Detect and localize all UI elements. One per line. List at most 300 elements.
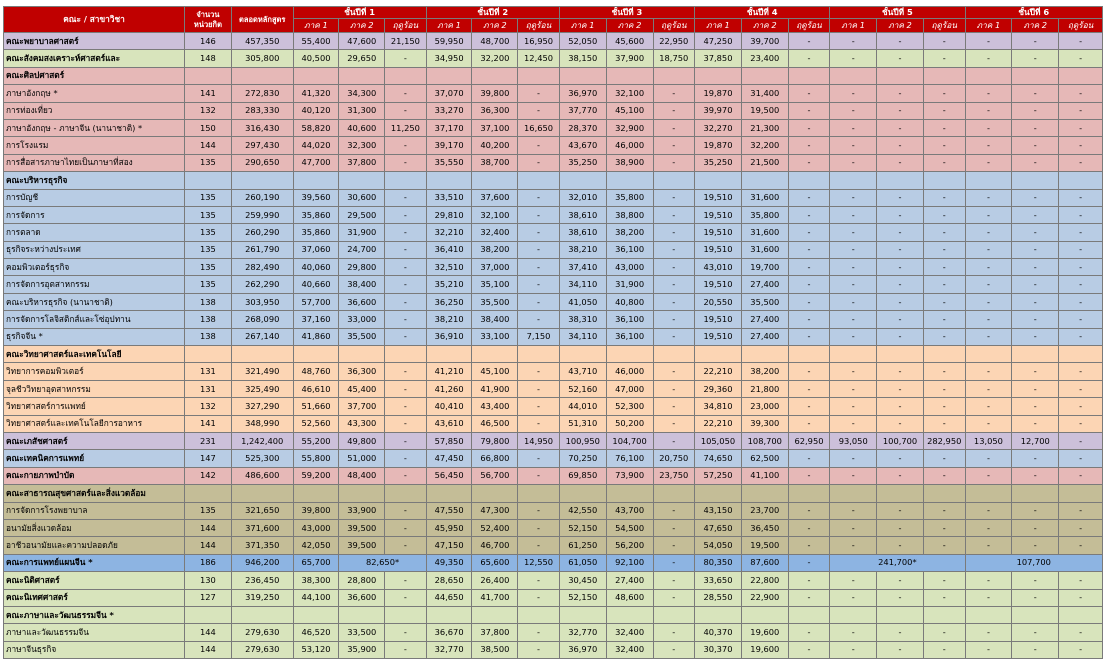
fee-cell: 35,860 (293, 224, 339, 241)
fee-cell: - (965, 224, 1012, 241)
empty-cell (472, 485, 518, 502)
empty-cell (426, 606, 472, 623)
fee-cell: 47,700 (293, 154, 339, 171)
fee-cell: - (877, 276, 924, 293)
fee-cell: 39,560 (293, 189, 339, 206)
empty-cell (788, 485, 830, 502)
fee-cell: - (1059, 50, 1103, 67)
fee-cell: 33,650 (695, 572, 742, 589)
fee-cell: 42,550 (559, 502, 606, 519)
fee-cell: - (1012, 137, 1059, 154)
fee-cell: 46,000 (606, 137, 653, 154)
fee-cell: 41,700 (472, 589, 518, 606)
fee-cell: 37,000 (472, 259, 518, 276)
empty-cell (293, 485, 339, 502)
fee-cell: - (830, 224, 877, 241)
fee-cell: 39,300 (741, 415, 788, 432)
fee-cell: 24,700 (339, 241, 385, 258)
credits-cell: 141 (185, 415, 232, 432)
fee-cell: 32,400 (606, 624, 653, 641)
fee-cell: 27,400 (741, 311, 788, 328)
empty-cell (231, 67, 293, 84)
fee-cell: - (653, 589, 695, 606)
fee-cell: - (965, 119, 1012, 136)
fee-cell: 22,900 (741, 589, 788, 606)
empty-cell (293, 346, 339, 363)
fee-cell: - (788, 50, 830, 67)
fee-cell: - (653, 502, 695, 519)
credits-cell: 135 (185, 189, 232, 206)
empty-cell (923, 172, 965, 189)
fee-cell: - (830, 572, 877, 589)
fee-cell: - (830, 450, 877, 467)
fee-cell: - (830, 137, 877, 154)
program-name: คณะนิเทศศาสตร์ (4, 589, 185, 606)
fee-cell: - (385, 502, 427, 519)
credits-cell: 231 (185, 432, 232, 449)
fee-cell: 23,750 (653, 467, 695, 484)
empty-cell (559, 346, 606, 363)
table-row (4, 398, 1103, 415)
fee-cell: - (518, 224, 560, 241)
fee-cell: - (518, 537, 560, 554)
fee-cell: - (653, 154, 695, 171)
fee-cell: 46,000 (606, 363, 653, 380)
credits-cell: 146 (185, 33, 232, 50)
fee-cell: - (877, 293, 924, 310)
total-cell: 321,650 (231, 502, 293, 519)
fee-cell: 51,660 (293, 398, 339, 415)
fee-cell: - (965, 467, 1012, 484)
fee-cell: 43,010 (695, 259, 742, 276)
table-row (4, 224, 1103, 241)
empty-cell (472, 346, 518, 363)
fee-cell: - (788, 467, 830, 484)
fee-cell: - (788, 328, 830, 345)
fee-cell: 108,700 (741, 432, 788, 449)
fee-cell: 35,500 (741, 293, 788, 310)
fee-cell: - (788, 85, 830, 102)
fee-cell: 55,400 (293, 33, 339, 50)
fee-cell: - (385, 311, 427, 328)
table-row (4, 363, 1103, 380)
fee-cell: 30,600 (339, 189, 385, 206)
fee-cell: 43,150 (695, 502, 742, 519)
fee-cell: 32,400 (472, 224, 518, 241)
fee-cell: 59,950 (426, 33, 472, 50)
subheader-year3-term-1: ภาค 1 (559, 19, 606, 33)
fee-cell: 19,700 (741, 259, 788, 276)
total-cell: 279,630 (231, 624, 293, 641)
fee-cell: - (877, 33, 924, 50)
fee-cell: - (518, 502, 560, 519)
fee-cell: 47,450 (426, 450, 472, 467)
fee-cell: - (830, 415, 877, 432)
credits-cell: 148 (185, 50, 232, 67)
fee-cell: - (1012, 450, 1059, 467)
empty-cell (339, 67, 385, 84)
fee-cell: - (518, 206, 560, 223)
fee-cell: - (518, 311, 560, 328)
fee-cell: - (923, 589, 965, 606)
fee-cell: - (1012, 641, 1059, 658)
fee-cell: - (1059, 259, 1103, 276)
fee-cell: 32,510 (426, 259, 472, 276)
fee-cell: - (1012, 415, 1059, 432)
fee-cell: - (1059, 241, 1103, 258)
fee-cell: 36,600 (339, 589, 385, 606)
fee-cell: 33,510 (426, 189, 472, 206)
fee-cell: - (965, 189, 1012, 206)
fee-cell: 57,850 (426, 432, 472, 449)
fee-cell: 27,400 (606, 572, 653, 589)
table-row (4, 589, 1103, 606)
fee-cell: - (1059, 276, 1103, 293)
fee-cell: 44,100 (293, 589, 339, 606)
fee-cell: 21,800 (741, 380, 788, 397)
fee-cell: - (518, 293, 560, 310)
fee-cell: - (830, 241, 877, 258)
table-row (4, 259, 1103, 276)
program-name: ภาษาอังกฤษ * (4, 85, 185, 102)
credits-cell: 132 (185, 102, 232, 119)
program-name: การจัดการโลจิสติกส์และโซ่อุปทาน (4, 311, 185, 328)
fee-cell: - (1012, 50, 1059, 67)
fee-cell: - (385, 50, 427, 67)
fee-cell: - (385, 641, 427, 658)
fee-cell: - (1012, 189, 1059, 206)
fee-cell: 18,750 (653, 50, 695, 67)
fee-cell: 29,810 (426, 206, 472, 223)
fee-cell: 39,700 (741, 33, 788, 50)
empty-cell (741, 172, 788, 189)
fee-cell: - (385, 293, 427, 310)
fee-cell: - (518, 241, 560, 258)
fee-cell: 38,210 (559, 241, 606, 258)
fee-cell: - (518, 398, 560, 415)
empty-cell (741, 346, 788, 363)
fee-cell: - (965, 137, 1012, 154)
fee-cell: - (923, 102, 965, 119)
fee-cell: 32,770 (559, 624, 606, 641)
fee-cell: 19,510 (695, 241, 742, 258)
fee-cell: 26,400 (472, 572, 518, 589)
fee-cell: - (830, 276, 877, 293)
section-row (4, 67, 1103, 84)
empty-cell (185, 346, 232, 363)
fee-cell: 47,000 (606, 380, 653, 397)
fee-cell: - (518, 85, 560, 102)
fee-cell: - (1012, 380, 1059, 397)
fee-cell: 35,250 (695, 154, 742, 171)
fee-cell: - (653, 519, 695, 536)
fee-cell: - (1059, 224, 1103, 241)
fee-cell: 47,550 (426, 502, 472, 519)
fee-cell: 38,150 (559, 50, 606, 67)
credits-cell: 142 (185, 467, 232, 484)
fee-cell: 42,050 (293, 537, 339, 554)
fee-cell: - (877, 328, 924, 345)
total-cell: 261,790 (231, 241, 293, 258)
table-row (4, 102, 1103, 119)
program-name: การท่องเที่ยว (4, 102, 185, 119)
subheader-year4-term-2: ภาค 2 (741, 19, 788, 33)
fee-cell: 37,070 (426, 85, 472, 102)
fee-cell: - (518, 589, 560, 606)
fee-cell: - (923, 154, 965, 171)
fee-cell: - (923, 380, 965, 397)
table-row (4, 293, 1103, 310)
section-title: คณะสาธารณสุขศาสตร์และสิ่งแวดล้อม (4, 485, 185, 502)
table-row (4, 189, 1103, 206)
program-name: อาชีวอนามัยและความปลอดภัย (4, 537, 185, 554)
subheader-year1-summer: ฤดูร้อน (385, 19, 427, 33)
fee-cell: - (965, 328, 1012, 345)
fee-cell: - (965, 572, 1012, 589)
fee-cell: - (385, 259, 427, 276)
credits-cell: 144 (185, 537, 232, 554)
fee-cell: - (830, 33, 877, 50)
fee-cell: - (385, 537, 427, 554)
empty-cell (1059, 346, 1103, 363)
fee-cell: 37,160 (293, 311, 339, 328)
fee-cell: - (1012, 572, 1059, 589)
fee-cell: - (385, 467, 427, 484)
fee-cell: 51,000 (339, 450, 385, 467)
fee-cell: - (1059, 380, 1103, 397)
header-row (4, 7, 1103, 19)
program-name: อนามัยสิ่งแวดล้อม (4, 519, 185, 536)
fee-cell: - (1059, 33, 1103, 50)
fee-cell: - (923, 363, 965, 380)
credits-cell: 141 (185, 85, 232, 102)
empty-cell (559, 606, 606, 623)
fee-cell: - (923, 311, 965, 328)
fee-cell: - (830, 328, 877, 345)
fee-cell: - (830, 50, 877, 67)
fee-cell: 21,500 (741, 154, 788, 171)
fee-cell: - (830, 259, 877, 276)
fee-cell: - (1059, 328, 1103, 345)
fee-cell: - (830, 119, 877, 136)
fee-cell: 37,770 (559, 102, 606, 119)
empty-cell (385, 172, 427, 189)
fee-cell: 31,600 (741, 189, 788, 206)
fee-cell: 38,400 (339, 276, 385, 293)
program-name: ภาษาและวัฒนธรรมจีน (4, 624, 185, 641)
fee-cell: 33,000 (339, 311, 385, 328)
fee-cell: 57,250 (695, 467, 742, 484)
fee-cell: 41,900 (472, 380, 518, 397)
tuition-fee-sheet (0, 6, 1106, 663)
fee-cell: 34,110 (559, 276, 606, 293)
program-name: คณะบริหารธุรกิจ (นานาชาติ) (4, 293, 185, 310)
program-name: คอมพิวเตอร์ธุรกิจ (4, 259, 185, 276)
fee-cell: 61,050 (559, 554, 606, 571)
empty-cell (923, 346, 965, 363)
fee-cell: - (385, 624, 427, 641)
fee-cell: - (923, 537, 965, 554)
fee-cell: - (830, 154, 877, 171)
fee-cell: - (653, 415, 695, 432)
credits-cell: 132 (185, 398, 232, 415)
fee-cell: 32,100 (472, 206, 518, 223)
fee-cell: - (653, 206, 695, 223)
fee-cell: 40,120 (293, 102, 339, 119)
fee-cell: 38,610 (559, 206, 606, 223)
fee-cell: 32,200 (741, 137, 788, 154)
fee-cell: - (1059, 311, 1103, 328)
empty-cell (385, 606, 427, 623)
fee-cell: 33,500 (339, 624, 385, 641)
fee-cell: 38,200 (472, 241, 518, 258)
fee-cell: - (877, 259, 924, 276)
header-year-5: ชั้นปีที่ 5 (830, 7, 965, 19)
fee-cell: - (385, 206, 427, 223)
fee-cell: 35,800 (741, 206, 788, 223)
empty-cell (923, 485, 965, 502)
fee-cell: - (788, 380, 830, 397)
fee-cell: 46,520 (293, 624, 339, 641)
fee-cell: 40,200 (472, 137, 518, 154)
empty-cell (231, 346, 293, 363)
fee-cell: 29,800 (339, 259, 385, 276)
fee-cell: - (518, 450, 560, 467)
fee-cell: - (1059, 85, 1103, 102)
header-total: ตลอดหลักสูตร (231, 7, 293, 33)
table-row (4, 33, 1103, 50)
fee-cell: 35,210 (426, 276, 472, 293)
empty-cell (385, 346, 427, 363)
fee-cell: 46,500 (472, 415, 518, 432)
fee-cell: 61,250 (559, 537, 606, 554)
subheader-year2-term-1: ภาค 1 (426, 19, 472, 33)
fee-cell: 39,500 (339, 519, 385, 536)
credits-cell: 144 (185, 641, 232, 658)
fee-cell: - (385, 432, 427, 449)
fee-cell: 58,820 (293, 119, 339, 136)
fee-cell: - (385, 102, 427, 119)
fee-cell: 37,170 (426, 119, 472, 136)
credits-cell: 135 (185, 206, 232, 223)
total-cell: 236,450 (231, 572, 293, 589)
table-row (4, 206, 1103, 223)
fee-cell: - (385, 85, 427, 102)
fee-cell: - (923, 641, 965, 658)
subheader-year1-term-2: ภาค 2 (339, 19, 385, 33)
fee-cell: 48,400 (339, 467, 385, 484)
empty-cell (923, 67, 965, 84)
subheader-year2-summer: ฤดูร้อน (518, 19, 560, 33)
empty-cell (606, 172, 653, 189)
fee-cell: - (788, 624, 830, 641)
fee-cell: 30,370 (695, 641, 742, 658)
fee-cell: - (653, 432, 695, 449)
fee-cell: - (518, 189, 560, 206)
fee-cell: 35,800 (606, 189, 653, 206)
fee-cell: - (830, 311, 877, 328)
fee-cell: - (1012, 119, 1059, 136)
credits-cell: 127 (185, 589, 232, 606)
fee-cell: 49,800 (339, 432, 385, 449)
fee-cell: - (518, 102, 560, 119)
fee-cell: 19,510 (695, 224, 742, 241)
fee-cell: 45,600 (606, 33, 653, 50)
fee-cell: - (385, 224, 427, 241)
fee-cell: - (965, 624, 1012, 641)
fee-cell: 52,160 (559, 380, 606, 397)
fee-cell: 47,250 (695, 33, 742, 50)
fee-cell: - (923, 206, 965, 223)
section-title: คณะศิลปศาสตร์ (4, 67, 185, 84)
fee-cell: - (877, 85, 924, 102)
fee-cell: 92,100 (606, 554, 653, 571)
fee-cell: - (518, 259, 560, 276)
fee-cell: - (877, 398, 924, 415)
total-cell: 259,990 (231, 206, 293, 223)
empty-cell (518, 346, 560, 363)
fee-cell: 32,100 (606, 85, 653, 102)
total-cell: 348,990 (231, 415, 293, 432)
fee-cell: - (385, 241, 427, 258)
empty-cell (606, 346, 653, 363)
empty-cell (385, 485, 427, 502)
table-row (4, 154, 1103, 171)
fee-cell: - (830, 85, 877, 102)
empty-cell (788, 346, 830, 363)
fee-cell: 19,500 (741, 537, 788, 554)
fee-cell: - (923, 328, 965, 345)
fee-cell: 34,300 (339, 85, 385, 102)
fee-cell: - (1059, 119, 1103, 136)
fee-cell: 37,800 (339, 154, 385, 171)
fee-cell: 29,650 (339, 50, 385, 67)
subheader-year5-term-1: ภาค 1 (830, 19, 877, 33)
fee-cell: - (877, 415, 924, 432)
fee-cell: 44,020 (293, 137, 339, 154)
fee-cell: - (1012, 33, 1059, 50)
fee-cell: 47,300 (472, 502, 518, 519)
program-name: การจัดการโรงพยาบาล (4, 502, 185, 519)
empty-cell (653, 606, 695, 623)
table-row (4, 450, 1103, 467)
fee-cell: 47,150 (426, 537, 472, 554)
total-cell: 1,242,400 (231, 432, 293, 449)
fee-cell: 87,600 (741, 554, 788, 571)
fee-cell-merged: 82,650* (339, 554, 426, 571)
fee-cell: - (877, 102, 924, 119)
empty-cell (830, 346, 877, 363)
fee-cell: - (830, 293, 877, 310)
fee-cell: - (1012, 398, 1059, 415)
empty-cell (426, 346, 472, 363)
fee-cell: 11,250 (385, 119, 427, 136)
fee-cell: - (1012, 224, 1059, 241)
fee-cell: 48,700 (472, 33, 518, 50)
subheader-year4-term-1: ภาค 1 (695, 19, 742, 33)
fee-cell: 19,870 (695, 137, 742, 154)
fee-cell: - (1012, 537, 1059, 554)
fee-cell: 21,150 (385, 33, 427, 50)
fee-cell: 38,300 (293, 572, 339, 589)
fee-cell: - (788, 276, 830, 293)
table-row (4, 50, 1103, 67)
fee-cell: - (1012, 311, 1059, 328)
fee-cell: 37,700 (339, 398, 385, 415)
fee-cell: - (518, 363, 560, 380)
fee-cell: 32,300 (339, 137, 385, 154)
fee-cell: 40,060 (293, 259, 339, 276)
